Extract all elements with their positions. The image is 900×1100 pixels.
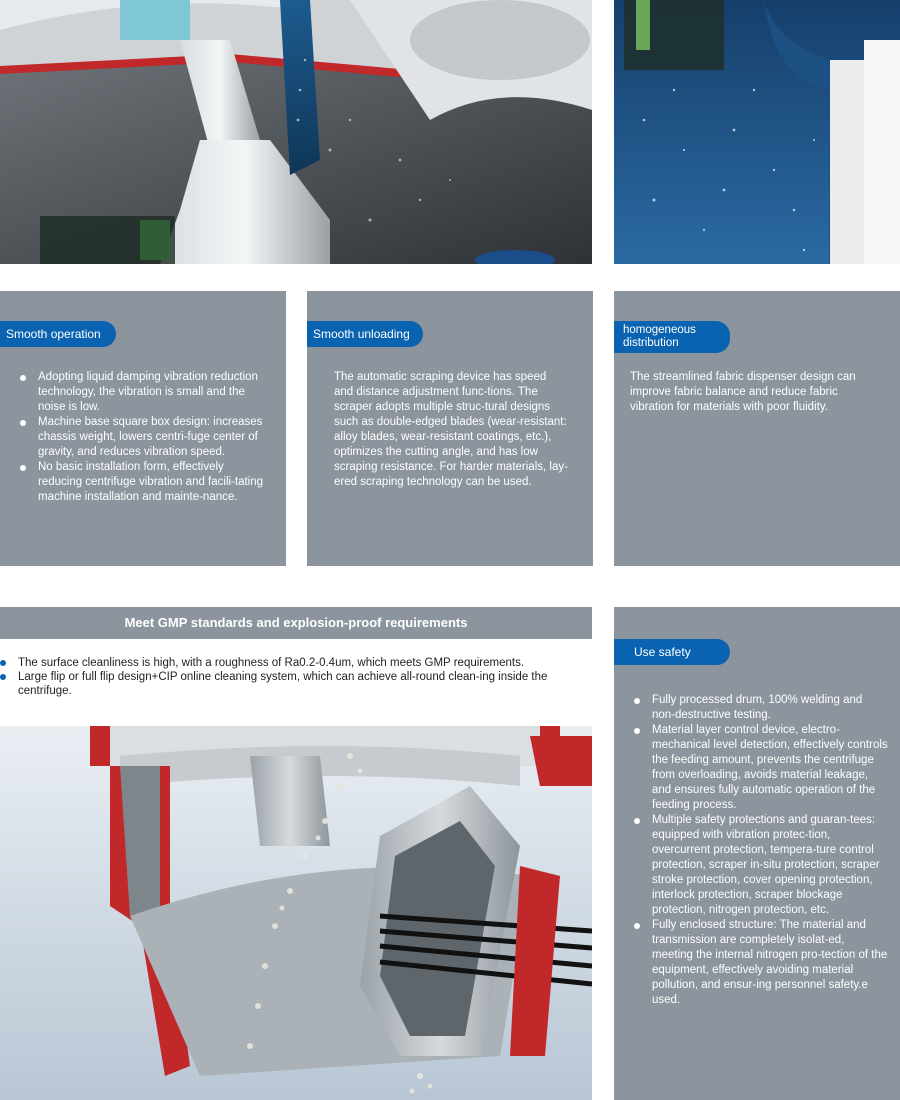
gmp-list	[0, 656, 560, 698]
smooth-unloading-title: Smooth unloading	[307, 321, 423, 347]
smooth-operation-card	[0, 291, 286, 566]
homogeneous-distribution-text: The streamlined fabric dispenser design can improve fabric balance and reduce fabric vibration for materials with poor fluidity.	[630, 371, 856, 413]
smooth-unloading-text: The automatic scraping device has speed and distance adjustment func-tions. The scraper adopts multiple struc-tural designs such as double-edged blades (wear-resistant: alloy blades, wear-resistant coatings, etc.), optimizes the cutting angle, and has low scraping resistance. For harder materials, lay-ered scraping technology can be used.	[334, 371, 568, 488]
list-item: Machine base square box design: increases chassis weight, lowers centri-fuge center of gravity, and reduces vibration speed.	[16, 415, 268, 460]
homogeneous-distribution-title: homogeneous distribution	[614, 321, 730, 353]
feeder-pipe-photo	[0, 726, 592, 1100]
list-item: Large flip or full flip design+CIP online cleaning system, which can achieve all-round clean-ing inside the centrifuge.	[0, 670, 560, 698]
list-item: Fully enclosed structure: The material and transmission are completely isolat-ed, meeting the internal nitrogen pro-tection of the equipment, effectively avoiding material pollution, and ensur-ing personnel safety.e used.	[630, 918, 888, 1008]
smooth-operation-list	[16, 370, 268, 505]
smooth-operation-title: Smooth operation	[0, 321, 116, 347]
list-item: The surface cleanliness is high, with a roughness of Ra0.2-0.4um, which meets GMP requirements.	[0, 656, 560, 670]
use-safety-card	[614, 607, 900, 1100]
drum-interior-photo	[614, 0, 900, 264]
list-item: Multiple safety protections and guaran-tees: equipped with vibration protec-tion, overcurrent protection, tempera-ture control protection, scraper in-situ protection, scraper stroke protection, cover opening protection, interlock protection, scraper blockage protection, nitrogen protection, etc.	[630, 813, 888, 918]
list-item: Adopting liquid damping vibration reduction technology, the vibration is small and the noise is low.	[16, 370, 268, 415]
gmp-banner: Meet GMP standards and explosion-proof requirements	[0, 607, 592, 639]
list-item: Fully processed drum, 100% welding and non-destructive testing.	[630, 693, 888, 723]
centrifuge-interior-photo	[0, 0, 592, 264]
homogeneous-distribution-card	[614, 291, 900, 566]
list-item: Material layer control device, electro-mechanical level detection, effectively controls the feeding amount, prevents the centrifuge from overloading, avoids material leakage, and ensures fully automatic operation of the feeding process.	[630, 723, 888, 813]
smooth-unloading-card	[307, 291, 593, 566]
use-safety-title: Use safety	[614, 639, 730, 665]
use-safety-list	[630, 693, 888, 1008]
list-item: No basic installation form, effectively reducing centrifuge vibration and facili-tating machine installation and mainte-nance.	[16, 460, 268, 505]
